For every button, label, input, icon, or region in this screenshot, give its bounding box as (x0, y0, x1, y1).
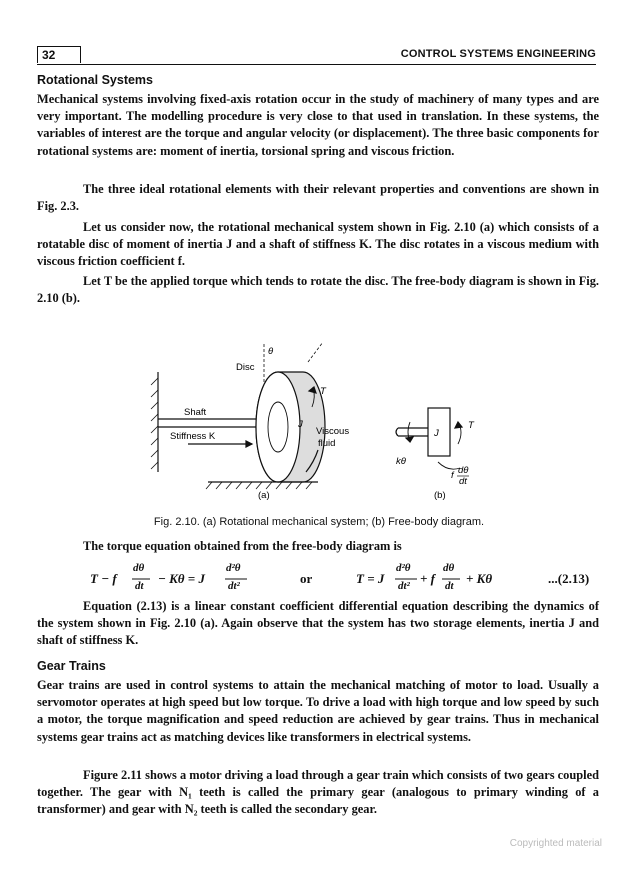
eq-frac3-num: d²θ (396, 562, 411, 574)
label-disc: Disc (236, 362, 255, 373)
watermark: Copyrighted material (509, 838, 602, 849)
label-inertia: J (298, 419, 303, 430)
section-heading-rotational: Rotational Systems (37, 73, 154, 87)
paragraph: Let us consider now, the rotational mechanical system shown in Fig. 2.10 (a) which consists of a rotatable disc of moment of inertia J and a shaft of stiffness K. The disc rotates in a viscous medium with viscous friction coefficient f. (37, 220, 599, 269)
eq-frac2-den: dt² (228, 580, 240, 592)
eq-frac3-den: dt² (398, 580, 410, 592)
eq-rhs-c: + Kθ (466, 571, 493, 586)
eq-rhs-a: T = J (356, 571, 385, 586)
eq-number: ...(2.13) (548, 571, 590, 586)
label-stiffness: Stiffness K (170, 431, 216, 442)
paragraph: The three ideal rotational elements with their relevant properties and conventions are shown in Fig. 2.3. (37, 182, 599, 214)
page-number: 32 (37, 46, 81, 63)
label-torque: T (320, 386, 326, 397)
label-viscous: Viscous (316, 426, 350, 437)
eq-frac2-num: d²θ (226, 562, 241, 574)
eq-frac4-num: dθ (443, 562, 455, 574)
paragraph: Gear trains are used in control systems to attain the mechanical matching of motor to load. Usually a servomotor operates at high speed but low torque. To drive a load with high torque and low speed by such a motor, the torque magnification and speed reduction are achieved by gear trains. Thus in mechanical systems gear trains act as matching devices like transformers in electrical systems. (37, 678, 599, 744)
paragraph: Equation (2.13) is a linear constant coefficient differential equation describing the dynamics of the system shown in Fig. 2.10 (a). Again observe that the system has two storage elements, inertia J and shaft of stiffness K. (37, 599, 599, 648)
figure-caption: Fig. 2.10. (a) Rotational mechanical system; (b) Free-body diagram. (153, 516, 485, 528)
paragraph: Mechanical systems involving fixed-axis rotation occur in the study of machinery of many types and are very important. The modelling procedure is very close to that used in translation. In these systems, the variables of interest are the torque and angular velocity (or displacement). The three basic components for rotational systems are: moment of inertia, torsional spring and viscous friction. (37, 92, 599, 158)
label-shaft: Shaft (184, 407, 207, 418)
label-friction-f: f (451, 470, 454, 481)
label-theta: θ (268, 346, 274, 357)
label-dtheta-num: dθ (458, 465, 469, 476)
eq-or: or (300, 571, 313, 586)
running-title: CONTROL SYSTEMS ENGINEERING (400, 48, 596, 60)
label-inertia-b: J (434, 428, 439, 439)
label-k-theta: kθ (396, 456, 406, 467)
label-fluid: fluid (318, 438, 336, 449)
paragraph: The torque equation obtained from the free-body diagram is (83, 539, 402, 553)
paragraph: Let T be the applied torque which tends to rotate the disc. The free-body diagram is shown in Fig. 2.10 (b). (37, 274, 599, 306)
eq-frac1-num: dθ (133, 562, 145, 574)
eq-rhs-b: + f (420, 571, 435, 586)
section-heading-gear-trains: Gear Trains (37, 659, 106, 673)
label-a: (a) (258, 490, 270, 501)
label-b: (b) (434, 490, 446, 501)
eq-lhs-b: − Kθ = J (158, 571, 205, 586)
eq-lhs-a: T − f (90, 571, 117, 586)
label-torque-b: T (468, 420, 474, 431)
label-dtheta-den: dt (459, 476, 467, 487)
eq-frac4-den: dt (445, 580, 454, 592)
eq-frac1-den: dt (135, 580, 144, 592)
paragraph: Figure 2.11 shows a motor driving a load through a gear train which consists of two gears coupled together. The gear with N₁ teeth is called the primary gear (analogous to primary winding of a transformer) and gear with N₂ teeth is called the secondary gear. (37, 768, 599, 817)
